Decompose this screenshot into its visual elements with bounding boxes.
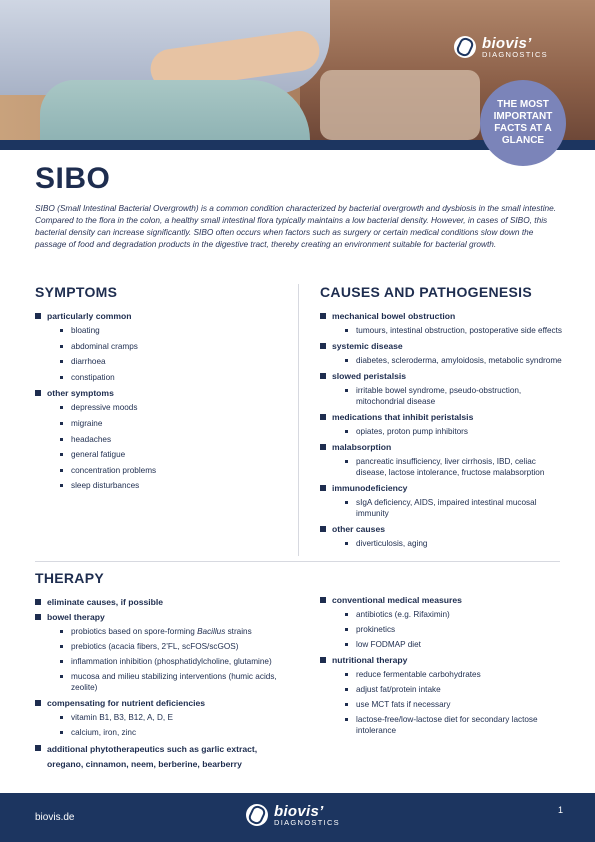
list-item: adjust fat/protein intake bbox=[344, 684, 565, 695]
header-logo bbox=[454, 36, 548, 59]
list-item: irritable bowel syndrome, pseudo-obstruction, mitochondrial disease bbox=[344, 385, 565, 407]
intro-paragraph: SIBO (Small Intestinal Bacterial Overgrowth) is a common condition characterized by bacterial overgrowth and dysbiosis in the small intestine. Compared to the flora in the colon, a healthy small intestinal flora typically maintains a low bacterial density. However, in cases of SIBO, this bacterial density can increase significantly. SIBO often occurs when factors such as surgery or certain medical conditions slow down the passage of food and degradation products in the digestive tract, thereby creating an environment suitable for bacterial growth. bbox=[35, 203, 557, 249]
therapy-group: bowel therapy probiotics based on spore-forming Bacillus strains prebiotics (acacia fibers, 2’FL, scFOS/scGOS) inflammation inhibition (phosphatidylcholine, glutamine) mucosa and milieu stabilizing interventions (humic acids, zeolite) bbox=[35, 611, 295, 693]
list-item: diarrhoea bbox=[59, 356, 285, 367]
list-item: low FODMAP diet bbox=[344, 639, 565, 650]
symptom-group: particularly common bloating abdominal cramps diarrhoea constipation bbox=[35, 310, 285, 383]
list-item: tumours, intestinal obstruction, postoperative side effects bbox=[344, 325, 565, 336]
cause-group: mechanical bowel obstruction tumours, intestinal obstruction, postoperative side effects bbox=[320, 310, 565, 336]
cushion bbox=[320, 70, 480, 140]
list-item: sIgA deficiency, AIDS, impaired intestinal mucosal immunity bbox=[344, 497, 565, 519]
cause-group: slowed peristalsis irritable bowel syndrome, pseudo-obstruction, mitochondrial disease bbox=[320, 370, 565, 407]
page-title: SIBO bbox=[35, 162, 111, 195]
symptom-group: other symptoms depressive moods migraine headaches general fatigue concentration problems sleep disturbances bbox=[35, 387, 285, 491]
therapy-left bbox=[35, 570, 295, 775]
cause-group: medications that inhibit peristalsis opiates, proton pump inhibitors bbox=[320, 411, 565, 437]
section-divider bbox=[35, 561, 560, 562]
list-item: sleep disturbances bbox=[59, 480, 285, 491]
list-item: depressive moods bbox=[59, 402, 285, 413]
facts-badge bbox=[480, 80, 566, 166]
list-item: constipation bbox=[59, 372, 285, 383]
therapy-group: nutritional therapy reduce fermentable carbohydrates adjust fat/protein intake use MCT fats if necessary lactose-free/low-lactose diet for secondary lactose intolerance bbox=[320, 654, 565, 736]
footer-logo bbox=[246, 804, 340, 827]
causes-section bbox=[320, 284, 565, 553]
logo-brand: biovis’ bbox=[482, 35, 532, 52]
therapy-heading: THERAPY bbox=[35, 570, 104, 586]
symptoms-heading: SYMPTOMS bbox=[35, 284, 118, 300]
therapy-right bbox=[320, 594, 565, 740]
jeans bbox=[40, 80, 310, 140]
list-item: reduce fermentable carbohydrates bbox=[344, 669, 565, 680]
cause-group: other causes diverticulosis, aging bbox=[320, 523, 565, 549]
logo-subtitle: DIAGNOSTICS bbox=[482, 50, 548, 59]
therapy-group: compensating for nutrient deficiencies vitamin B1, B3, B12, A, D, E calcium, iron, zinc bbox=[35, 697, 295, 738]
list-item: inflammation inhibition (phosphatidylcholine, glutamine) bbox=[59, 656, 295, 667]
badge-text: THE MOST IMPORTANT FACTS AT A GLANCE bbox=[493, 99, 553, 146]
footer bbox=[0, 793, 595, 842]
list-item: pancreatic insufficiency, liver cirrhosis, IBD, celiac disease, lactose intolerance, fructose malabsorption bbox=[344, 456, 565, 478]
list-item: calcium, iron, zinc bbox=[59, 727, 295, 738]
list-item: diabetes, scleroderma, amyloidosis, metabolic syndrome bbox=[344, 355, 565, 366]
list-item: diverticulosis, aging bbox=[344, 538, 565, 549]
biovis-logo-icon bbox=[246, 804, 268, 826]
list-item: concentration problems bbox=[59, 465, 285, 476]
symptoms-section bbox=[35, 284, 285, 496]
list-item: use MCT fats if necessary bbox=[344, 699, 565, 710]
list-item: bloating bbox=[59, 325, 285, 336]
footer-website-link[interactable]: biovis.de bbox=[35, 812, 75, 823]
cause-group: malabsorption pancreatic insufficiency, liver cirrhosis, IBD, celiac disease, lactose intolerance, fructose malabsorption bbox=[320, 441, 565, 478]
column-divider bbox=[298, 284, 299, 556]
list-item: mucosa and milieu stabilizing interventions (humic acids, zeolite) bbox=[59, 671, 295, 693]
list-item: antibiotics (e.g. Rifaximin) bbox=[344, 609, 565, 620]
list-item: general fatigue bbox=[59, 449, 285, 460]
list-item: vitamin B1, B3, B12, A, D, E bbox=[59, 712, 295, 723]
list-item: headaches bbox=[59, 434, 285, 445]
list-item: migraine bbox=[59, 418, 285, 429]
therapy-group: conventional medical measures antibiotics (e.g. Rifaximin) prokinetics low FODMAP diet bbox=[320, 594, 565, 650]
biovis-logo-icon bbox=[454, 36, 476, 58]
logo-subtitle: DIAGNOSTICS bbox=[274, 818, 340, 827]
cause-group: systemic disease diabetes, scleroderma, amyloidosis, metabolic syndrome bbox=[320, 340, 565, 366]
list-item: probiotics based on spore-forming Bacillus strains bbox=[59, 626, 295, 637]
causes-heading: CAUSES AND PATHOGENESIS bbox=[320, 284, 532, 300]
cause-group: immunodeficiency sIgA deficiency, AIDS, impaired intestinal mucosal immunity bbox=[320, 482, 565, 519]
list-item: lactose-free/low-lactose diet for secondary lactose intolerance bbox=[344, 714, 565, 736]
therapy-group: additional phytotherapeutics such as garlic extract, oregano, cinnamon, neem, berberine, bearberry bbox=[35, 742, 295, 772]
list-item: opiates, proton pump inhibitors bbox=[344, 426, 565, 437]
logo-brand: biovis’ bbox=[274, 803, 324, 820]
list-item: prokinetics bbox=[344, 624, 565, 635]
page-number: 1 bbox=[558, 805, 564, 815]
therapy-group: eliminate causes, if possible bbox=[35, 596, 295, 608]
list-item: prebiotics (acacia fibers, 2’FL, scFOS/scGOS) bbox=[59, 641, 295, 652]
list-item: abdominal cramps bbox=[59, 341, 285, 352]
